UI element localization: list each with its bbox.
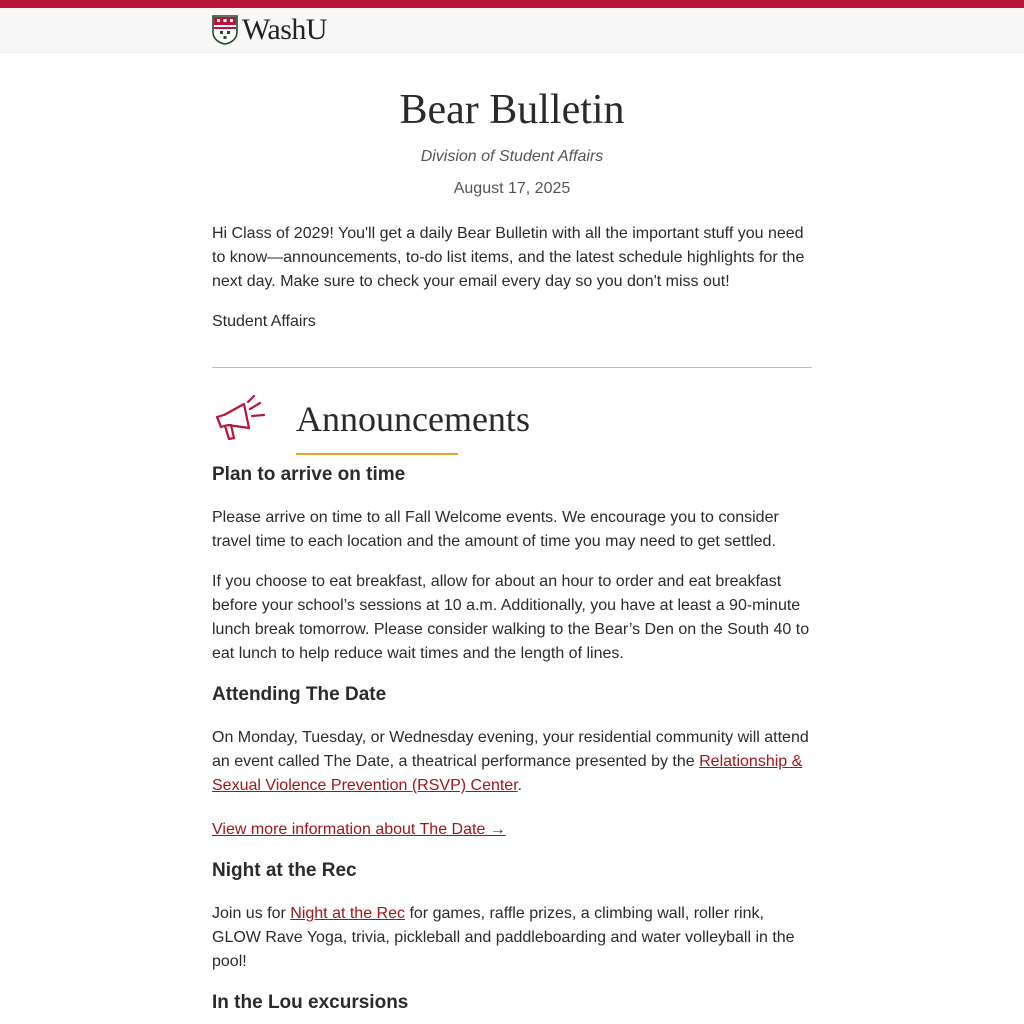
announcement-paragraph [212,726,812,798]
announcements-header [212,395,812,457]
announcement-heading: In the Lou excursions [212,992,409,1013]
announcement-paragraph [212,902,812,974]
the-date-info-link[interactable]: View more information about The Date → [212,821,506,838]
rsvp-center-link[interactable]: Relationship & Sexual Violence Prevention (RSVP) Center [212,753,803,794]
paragraph-text: On Monday, Tuesday, or Wednesday evening, your residential community will attend an event called The Date, a theatrical performance presented by the [212,729,809,770]
signoff-text: Student Affairs [212,313,316,330]
title-underline [296,453,458,455]
announcement-heading: Night at the Rec [212,860,357,881]
megaphone-icon [212,395,270,445]
brand-header [0,8,1024,53]
washu-logo-text[interactable]: WashU [242,13,328,46]
paragraph-text: . [517,777,523,794]
bulletin-content [212,86,812,1016]
intro-paragraph: Hi Class of 2029! You'll get a daily Bear Bulletin with all the important stuff you need to know—announcements, to-do list items, and the latest schedule highlights for the next day. Make sure to check your email every day so you don't miss out! [212,225,805,290]
paragraph-text: for games, raffle prizes, a climbing wall, roller rink, GLOW Rave Yoga, trivia, pickleball and paddleboarding and water volleyball in the pool! [212,905,795,970]
night-at-rec-link[interactable]: Night at the Rec [290,905,405,922]
page-subtitle: Division of Student Affairs [420,148,604,165]
paragraph-text: Join us for [212,905,291,922]
washu-shield-icon [212,15,238,45]
announcement-heading: Attending The Date [212,684,387,705]
bulletin-date: August 17, 2025 [453,180,571,197]
page-title: Bear Bulletin [399,87,625,133]
announcement-heading: Plan to arrive on time [212,464,406,485]
announcements-title: Announcements [296,399,530,439]
section-divider [212,367,812,368]
announcement-paragraph: Please arrive on time to all Fall Welcome events. We encourage you to consider travel time to each location and the amount of time you may need to get settled. [212,509,779,550]
top-accent-bar [0,0,1024,8]
announcement-paragraph: If you choose to eat breakfast, allow for about an hour to order and eat breakfast before your school’s sessions at 10 a.m. Additionally, you have at least a 90-minute lunch break tomorrow. Please consider walking to the Bear’s Den on the South 40 to eat lunch to help reduce wait times and the length of lines. [212,573,810,662]
